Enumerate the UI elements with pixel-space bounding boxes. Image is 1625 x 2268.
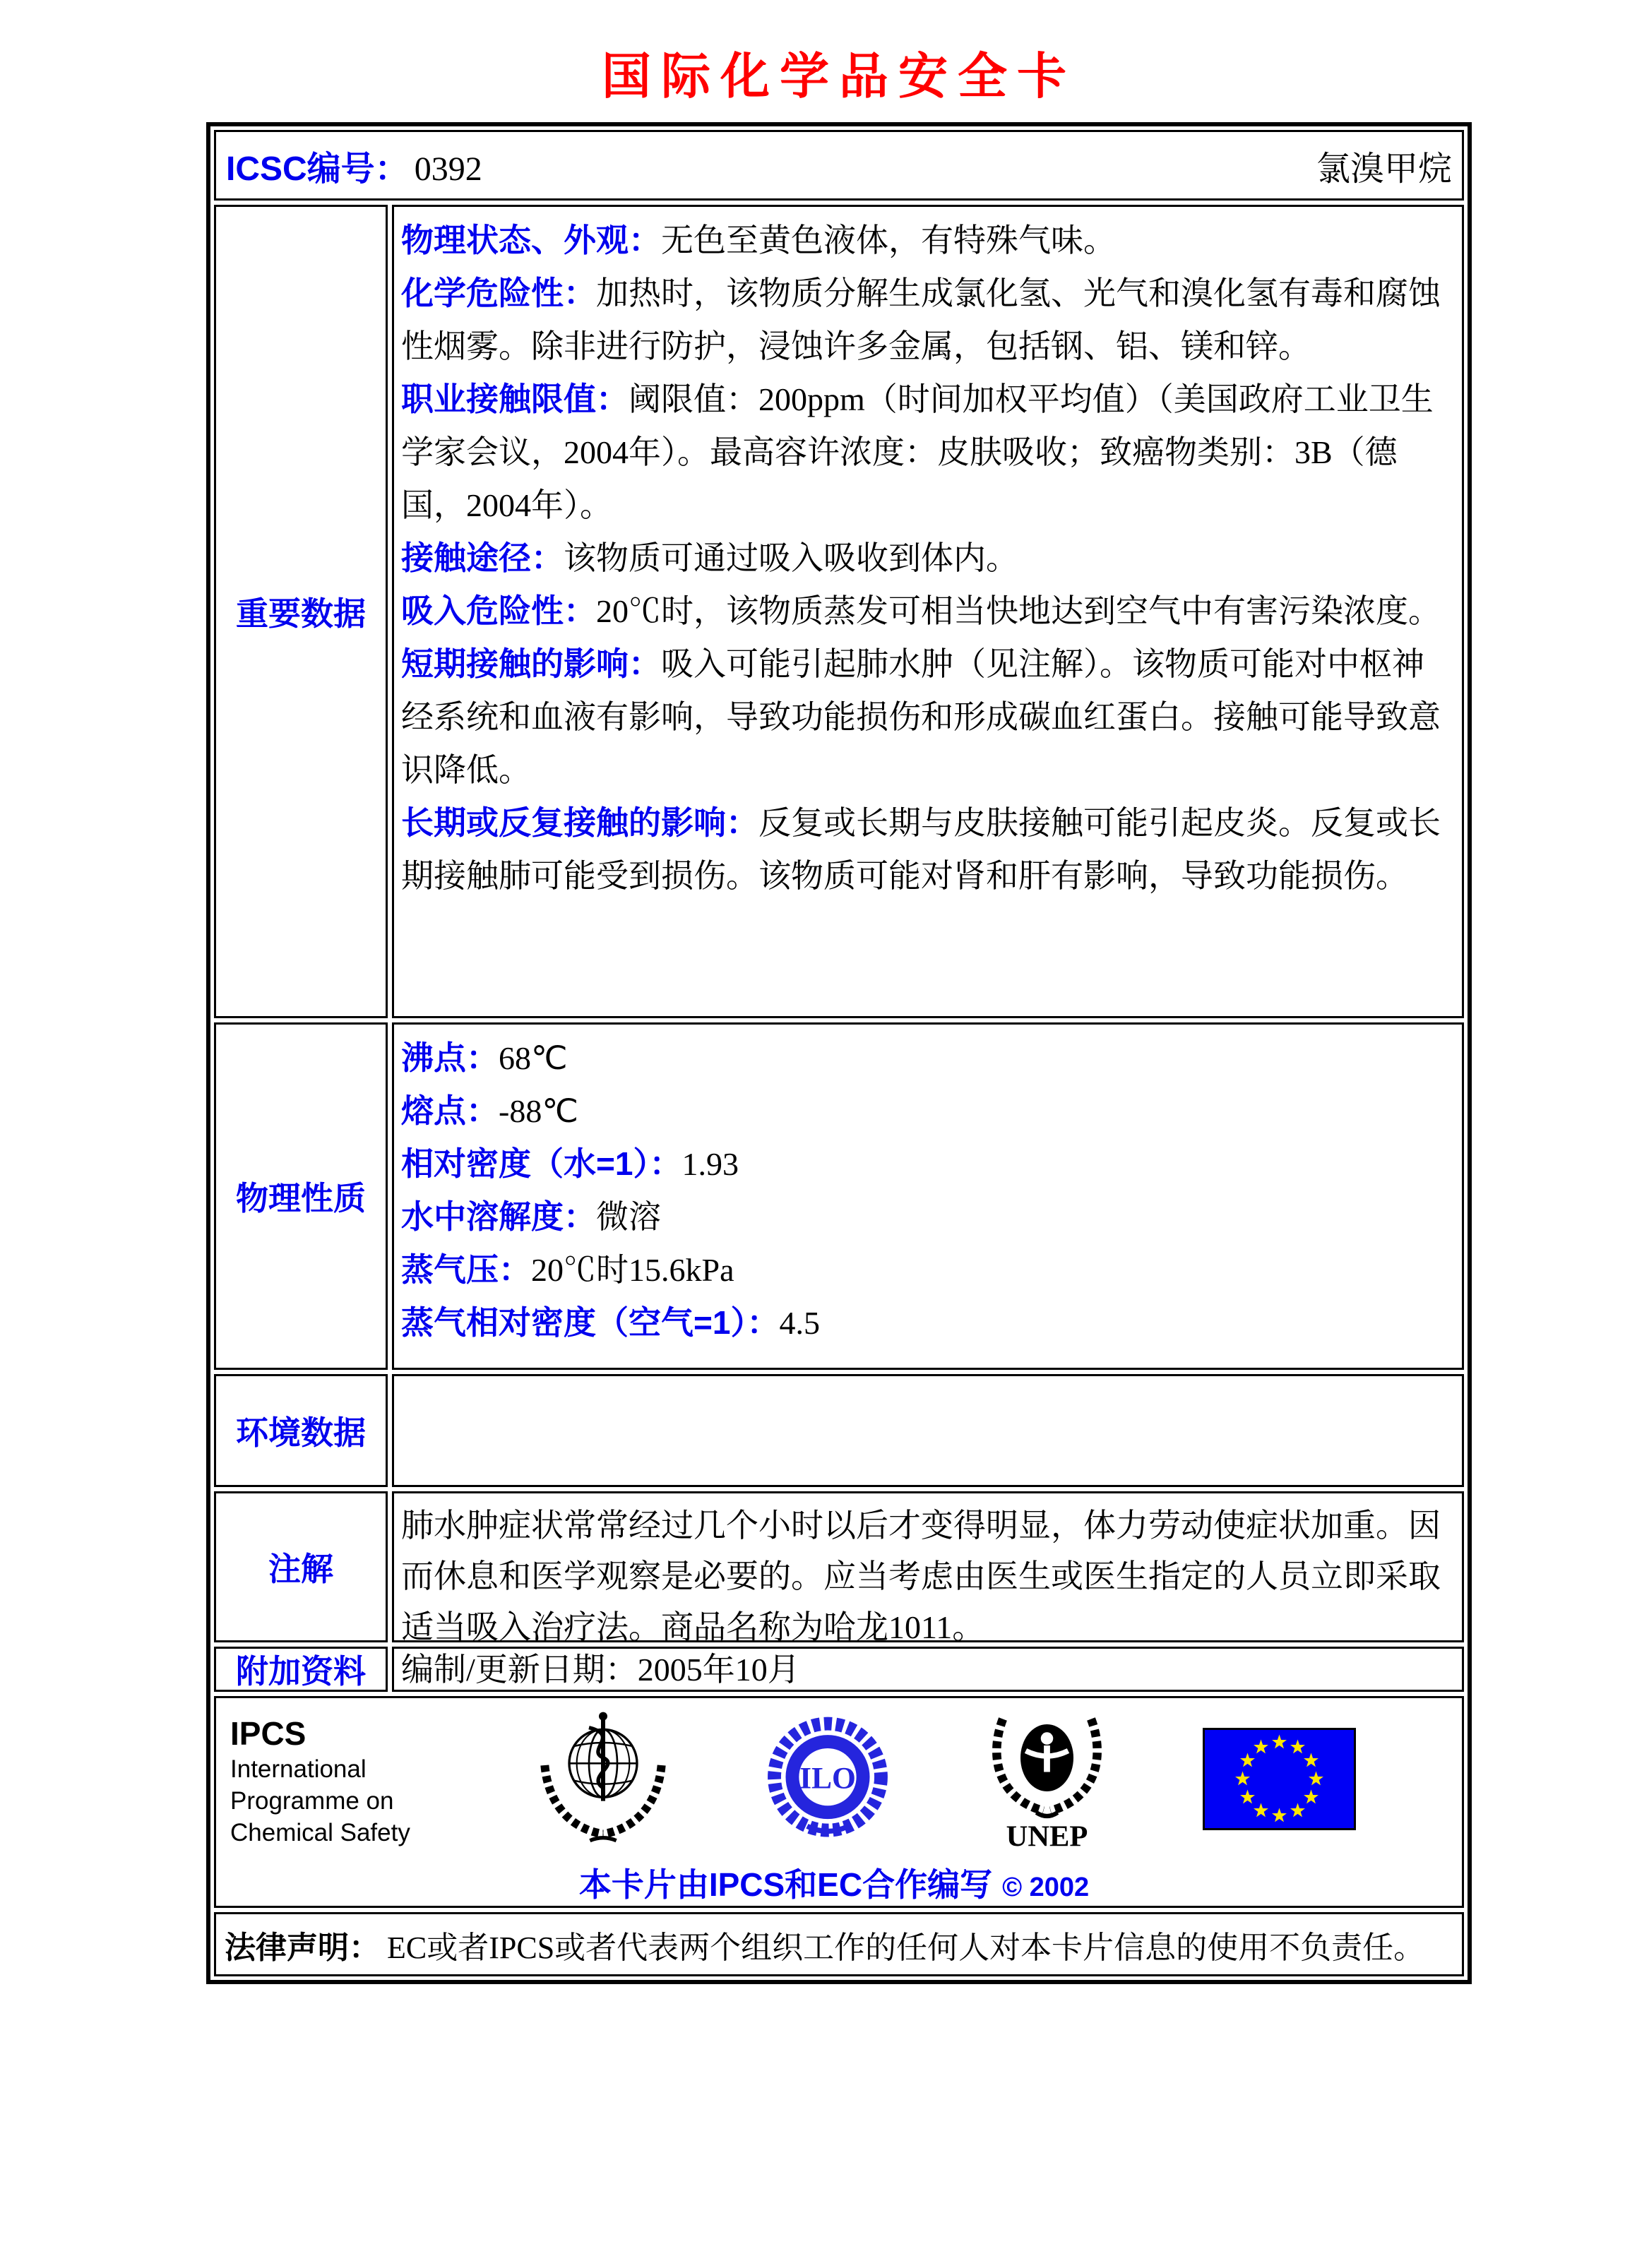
- icsc-card-table: [206, 122, 1472, 1984]
- logos-cell: [214, 1696, 1464, 1908]
- physical-property-entry: [401, 1296, 1452, 1349]
- important-data-entry: [401, 267, 1452, 373]
- entry-key: 相对密度（水=1）：: [401, 1145, 682, 1182]
- entry-text: 吸入可能引起肺水肿（见注解）。该物质可能对中枢神经系统和血液有影响，导致功能损伤和形成碳血红蛋白。接触可能导致意识降低。: [401, 646, 1441, 788]
- entry-text: 阈限值：200ppm（时间加权平均值）（美国政府工业卫生学家会议，2004年）。最高容许浓度：皮肤吸收；致癌物类别：3B（德国，2004年）。: [401, 381, 1434, 523]
- logos-row: [214, 1696, 1464, 1908]
- ipcs-line: International: [230, 1755, 367, 1783]
- legal-text: EC或者IPCS或者代表两个组织工作的任何人对本卡片信息的使用不负责任。: [387, 1930, 1425, 1965]
- entry-text: 20℃时15.6kPa: [531, 1252, 734, 1288]
- unep-wordmark: UNEP: [1006, 1820, 1088, 1851]
- entry-text: 无色至黄色液体，有特殊气味。: [661, 222, 1116, 258]
- ipcs-line: Chemical Safety: [230, 1818, 410, 1846]
- chemical-name: 氯溴甲烷: [1316, 150, 1452, 188]
- icsc-number-group: [226, 141, 482, 190]
- icsc-number-label: ICSC编号：: [226, 150, 409, 188]
- legal-row: [214, 1912, 1464, 1976]
- cooperation-caption: [227, 1859, 1441, 1906]
- physical-property-entry: [401, 1243, 1452, 1296]
- entry-text: 反复或长期与皮肤接触可能引起皮炎。反复或长期接触肺可能受到损伤。该物质可能对肾和肝有影响，导致功能损伤。: [401, 805, 1441, 894]
- entry-text: 该物质可通过吸入吸收到体内。: [564, 540, 1018, 576]
- entry-key: 接触途径：: [401, 539, 564, 576]
- important-data-row: [214, 205, 1464, 1018]
- entry-key: 短期接触的影响：: [401, 645, 661, 682]
- notes-row: [214, 1491, 1464, 1645]
- additional-info-text: 编制/更新日期：2005年10月: [401, 1652, 800, 1688]
- ipcs-acronym: IPCS: [230, 1714, 306, 1752]
- who-logo-icon: [536, 1709, 670, 1854]
- entry-key: 职业接触限值：: [401, 381, 629, 417]
- physical-property-entry: [401, 1032, 1452, 1085]
- notes-content: [392, 1491, 1464, 1645]
- environmental-data-label: 环境数据: [214, 1374, 388, 1487]
- notes-label: 注解: [214, 1491, 388, 1642]
- important-data-entry: [401, 585, 1452, 638]
- ipcs-line: Programme on: [230, 1786, 394, 1815]
- entry-key: 吸入危险性：: [401, 592, 596, 629]
- physical-properties-row: [214, 1022, 1464, 1370]
- entry-text: -88℃: [499, 1093, 578, 1129]
- entry-key: 蒸气相对密度（空气=1）：: [401, 1304, 780, 1341]
- caption-text: 本卡片由IPCS和EC合作编写: [578, 1866, 993, 1903]
- important-data-entry: [401, 796, 1452, 902]
- page-title: 国际化学品安全卡: [602, 50, 1076, 105]
- important-data-entry: [401, 214, 1452, 267]
- entry-text: 4.5: [779, 1305, 820, 1341]
- entry-key: 沸点：: [401, 1039, 499, 1076]
- entry-key: 物理状态、外观：: [401, 222, 661, 258]
- ilo-wordmark: ILO: [799, 1761, 856, 1796]
- entry-key: 熔点：: [401, 1092, 499, 1129]
- eu-flag-icon: [1203, 1728, 1356, 1834]
- additional-info-content: [392, 1647, 1464, 1692]
- important-data-content: [392, 205, 1464, 1018]
- header-row: [214, 130, 1464, 201]
- important-data-entry: [401, 373, 1452, 532]
- logos-strip: [227, 1707, 1441, 1855]
- notes-text: 肺水肿症状常常经过几个小时以后才变得明显，体力劳动使症状加重。因而休息和医学观察是必要的。应当考虑由医生或医生指定的人员立即采取适当吸入治疗法。商品名称为哈龙1011。: [401, 1508, 1441, 1645]
- additional-info-label: 附加资料: [214, 1647, 388, 1692]
- entry-text: 微溶: [596, 1199, 661, 1235]
- environmental-data-row: [214, 1374, 1464, 1487]
- important-data-label: 重要数据: [214, 205, 388, 1018]
- entry-text: 加热时，该物质分解生成氯化氢、光气和溴化氢有毒和腐蚀性烟雾。除非进行防护，浸蚀许多金属，包括钢、铝、镁和锌。: [401, 275, 1441, 364]
- legal-cell: [214, 1912, 1464, 1976]
- header-cell: [214, 130, 1464, 201]
- entry-key: 水中溶解度：: [401, 1198, 596, 1235]
- important-data-entry: [401, 532, 1452, 585]
- entry-key: 蒸气压：: [401, 1251, 531, 1288]
- entry-key: 化学危险性：: [401, 275, 596, 311]
- copyright-text: © 2002: [1002, 1873, 1090, 1902]
- entry-text: 20℃时，该物质蒸发可相当快地达到空气中有害污染浓度。: [596, 593, 1441, 629]
- entry-text: 68℃: [499, 1040, 568, 1076]
- important-data-entry: [401, 638, 1452, 796]
- physical-property-entry: [401, 1190, 1452, 1243]
- unep-logo-icon: [985, 1707, 1109, 1855]
- environmental-data-content: [392, 1374, 1464, 1487]
- entry-text: 1.93: [681, 1146, 739, 1182]
- entry-key: 长期或反复接触的影响：: [401, 804, 758, 841]
- physical-property-entry: [401, 1085, 1452, 1138]
- icsc-number-value: 0392: [414, 150, 482, 188]
- physical-properties-label: 物理性质: [214, 1022, 388, 1370]
- ipcs-text-block: [230, 1714, 442, 1849]
- physical-property-entry: [401, 1138, 1452, 1190]
- ilo-logo-icon: [764, 1714, 891, 1848]
- legal-label: 法律声明：: [225, 1930, 380, 1965]
- additional-info-row: [214, 1647, 1464, 1692]
- physical-properties-content: [392, 1022, 1464, 1370]
